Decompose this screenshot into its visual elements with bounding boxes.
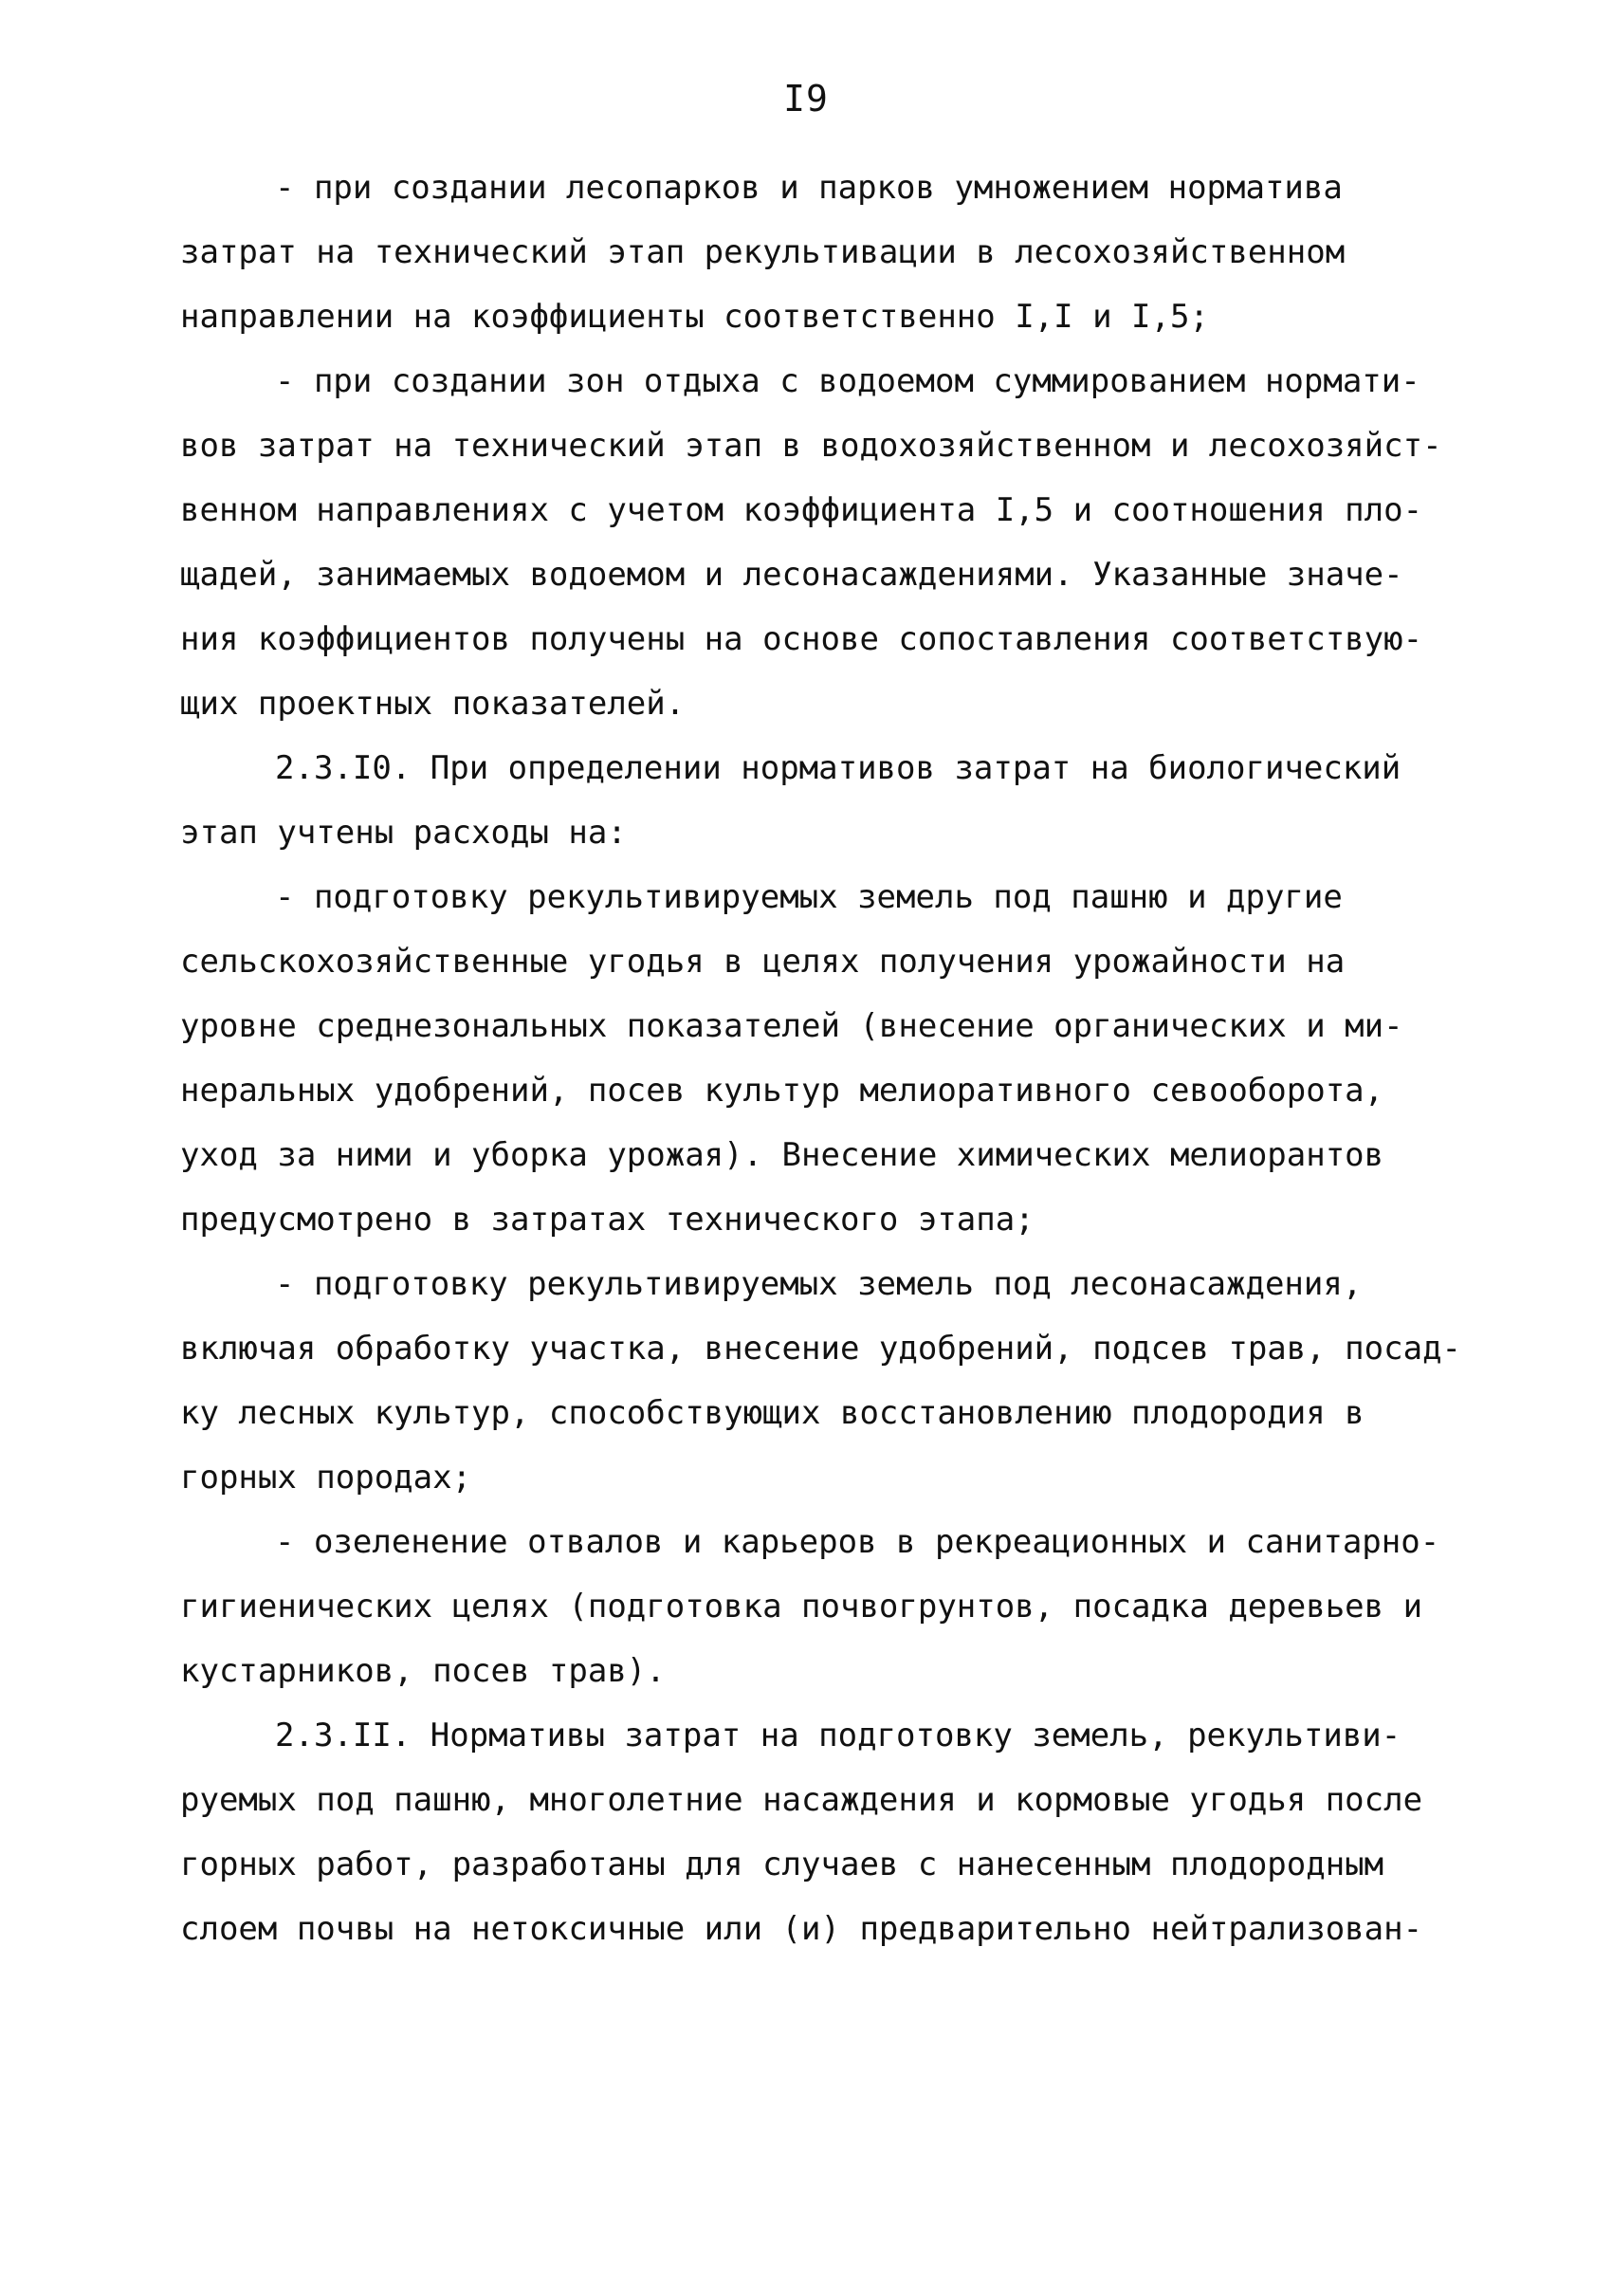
text-line-9: щих проектных показателей. — [180, 685, 686, 723]
text-line-8: ния коэффициентов получены на основе сопоставления соответствую- — [180, 620, 1423, 658]
text-line-23: гигиенических целях (подготовка почвогрунтов, посадка деревьев и — [180, 1588, 1423, 1626]
text-line-10: 2.3.I0. При определении нормативов затрат на биологический — [275, 749, 1401, 787]
text-line-6: венном направлениях с учетом коэффициента I,5 и соотношения пло- — [180, 491, 1423, 529]
text-line-19: включая обработку участка, внесение удобрений, подсев трав, посад- — [180, 1330, 1462, 1368]
text-line-17: предусмотрено в затратах технического этапа; — [180, 1201, 1035, 1239]
text-line-11: этап учтены расходы на: — [180, 814, 627, 852]
text-line-7: щадей, занимаемых водоемом и лесонасаждениями. Указанные значе- — [180, 556, 1403, 594]
text-line-4: - при создании зон отдыха с водоемом суммированием нормати- — [275, 362, 1420, 400]
text-line-14: уровне среднезональных показателей (внесение органических и ми- — [180, 1007, 1403, 1045]
text-line-5: вов затрат на технический этап в водохозяйственном и лесохозяйст- — [180, 427, 1442, 465]
text-line-28: слоем почвы на нетоксичные или (и) предварительно нейтрализован- — [180, 1910, 1423, 1948]
text-line-1: - при создании лесопарков и парков умножением норматива — [275, 169, 1343, 207]
text-line-26: руемых под пашню, многолетние насаждения и кормовые угодья после — [180, 1781, 1423, 1819]
text-line-24: кустарников, посев трав). — [180, 1652, 666, 1690]
text-line-20: ку лесных культур, способствующих восстановлению плодородия в — [180, 1394, 1365, 1432]
text-line-2: затрат на технический этап рекультивации в лесохозяйственном — [180, 233, 1346, 271]
text-line-13: сельскохозяйственные угодья в целях получения урожайности на — [180, 943, 1346, 981]
text-line-25: 2.3.II. Нормативы затрат на подготовку земель, рекультиви- — [275, 1717, 1401, 1754]
text-line-16: уход за ними и уборка урожая). Внесение химических мелиорантов — [180, 1136, 1384, 1174]
text-line-27: горных работ, разработаны для случаев с нанесенным плодородным — [180, 1846, 1384, 1883]
text-line-22: - озеленение отвалов и карьеров в рекреационных и санитарно- — [275, 1523, 1440, 1561]
text-line-21: горных породах; — [180, 1459, 472, 1497]
text-line-12: - подготовку рекультивируемых земель под пашню и другие — [275, 878, 1343, 916]
text-line-3: направлении на коэффициенты соответственно I,I и I,5; — [180, 298, 1209, 336]
text-line-18: - подготовку рекультивируемых земель под лесонасаждения, — [275, 1265, 1363, 1303]
text-line-15: неральных удобрений, посев культур мелиоративного севооборота, — [180, 1072, 1384, 1110]
page-number: I9 — [783, 78, 829, 119]
